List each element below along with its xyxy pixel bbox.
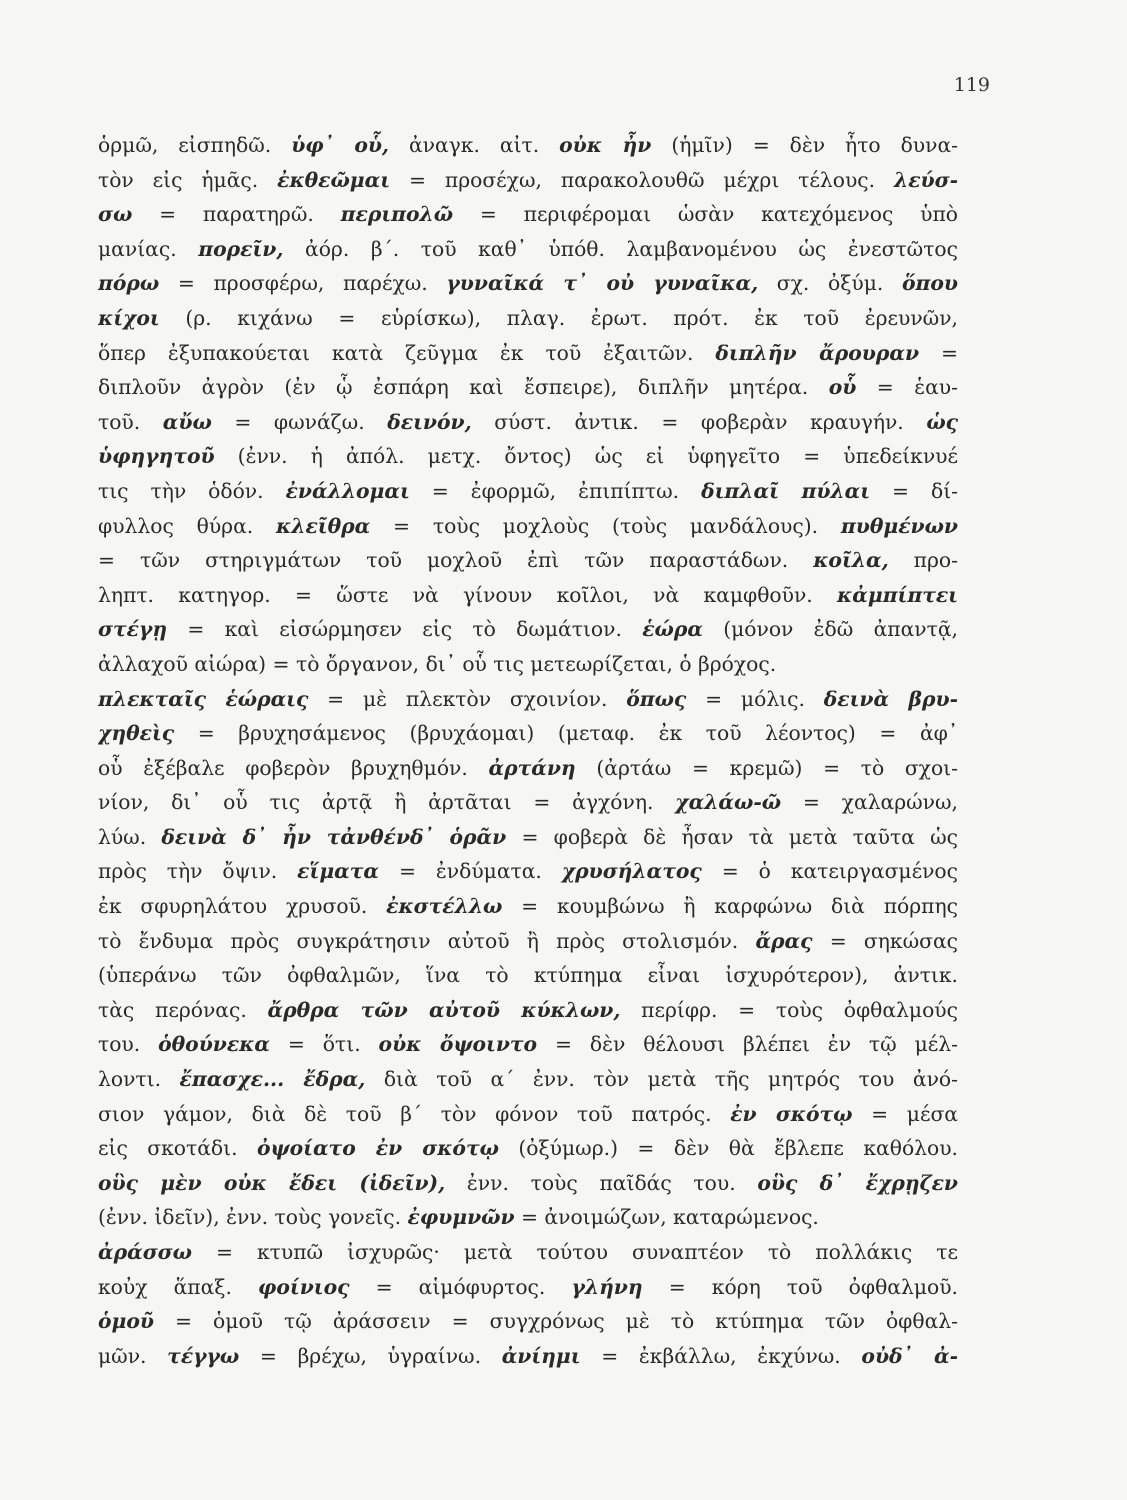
lemma-term: περιπολῶ [340,202,454,227]
gloss-text: ἀναγκ. αἰτ. [389,133,560,157]
text-line [98,1270,958,1305]
gloss-text: = ὁμοῦ τῷ ἀράσσειν = συγχρόνως μὲ τὸ κτύπημα τῶν ὀφθαλ- [153,1309,958,1334]
text-line [98,1027,958,1062]
lemma-term: χρυσήλατος [561,859,702,884]
lemma-term: λεύσ- [894,167,958,192]
lemma-term: ἔπασχε... ἔδρα, [179,1067,366,1092]
lemma-term: ἀνίημι [501,1343,581,1368]
gloss-text: (ἐνν. ἡ ἀπόλ. μετχ. ὄντος) ὡς εἰ ὑφηγεῖτο = ὑπεδείκνυέ [214,444,958,469]
gloss-text: ἐκ σφυρηλάτου χρυσοῦ. [98,894,387,919]
gloss-text: = βρέχω, ὑγραίνω. [239,1343,502,1368]
lemma-term: δεινόν, [387,409,472,434]
text-line [98,266,958,301]
gloss-text: (μόνον ἐδῶ ἀπαντᾷ, [702,617,958,642]
gloss-text: = κουμβώνω ἢ καρφώνω διὰ πόρπης [502,894,958,919]
lemma-term: κίχοι [98,305,160,330]
lemma-term: αὔω [162,409,212,434]
gloss-text: διὰ τοῦ α΄ ἐνν. τὸν μετὰ τῆς μητρός του ἀνό- [365,1067,958,1092]
lemma-term: χαλάω-ῶ [675,790,782,815]
gloss-text: τὸν εἰς ἡμᾶς. [98,167,278,192]
gloss-text: = σηκώσας [812,928,958,953]
text-line [98,1304,958,1339]
gloss-text: (ρ. κιχάνω = εὑρίσκω), πλαγ. ἐρωτ. πρότ. ἐκ τοῦ ἐρευνῶν, [159,305,958,330]
text-line [98,854,958,889]
lemma-term: ὑφηγητοῦ [98,444,215,469]
lemma-term: σω [98,202,133,227]
text-line [98,1235,958,1270]
lemma-term: ὅπως [626,686,687,711]
gloss-text: ὅπερ ἐξυπακούεται κατὰ ζεῦγμα ἐκ τοῦ ἐξαιτῶν. [98,340,716,365]
text-line [98,439,958,474]
text-line [98,785,958,820]
gloss-text: (ὀξύμωρ.) = δὲν θὰ ἔβλεπε καθόλου. [498,1136,958,1161]
text-line [98,716,958,751]
lemma-term: γυναῖκά τ᾽ οὐ γυναῖκα, [446,271,759,296]
gloss-text: = τῶν στηριγμάτων τοῦ μοχλοῦ ἐπὶ τῶν παραστάδων. [98,548,814,573]
lemma-term: πόρω [98,271,160,296]
lemma-term: δεινὰ δ᾽ ἦν τἀνθένδ᾽ ὁρᾶν [161,824,507,849]
lemma-term: πυθμένων [840,513,958,538]
gloss-text: πρὸς τὴν ὄψιν. [98,859,298,884]
gloss-text: νίον, δι᾽ οὗ τις ἀρτᾷ ἢ ἀρτᾶται = ἀγχόνη. [98,790,676,815]
text-line [98,474,958,509]
gloss-text: προ- [888,548,958,573]
gloss-text: = ἐκβάλλω, ἐκχύνω. [580,1343,862,1368]
gloss-text: = ὅτι. [270,1032,379,1057]
gloss-text: τὰς περόνας. [98,997,268,1022]
lemma-term: οὓς δ᾽ ἔχρῃζεν [757,1170,958,1195]
lemma-term: ὑφ᾽ οὗ, [291,133,389,157]
gloss-text: μανίας. [98,236,199,261]
gloss-text: = μέσα [852,1101,958,1126]
text-line [98,163,958,198]
gloss-text: μῶν. [98,1343,168,1368]
text-line [98,889,958,924]
text-line [98,128,958,163]
gloss-text: = μόλις. [686,686,824,711]
gloss-text: (ἐνν. ἰδεῖν), ἐνν. τοὺς γονεῖς. [98,1205,408,1230]
gloss-text: = βρυχησάμενος (βρυχάομαι) (μεταφ. ἐκ τοῦ λέοντος) = ἀφ᾽ [174,721,958,746]
text-line [98,612,958,647]
gloss-text: σύστ. ἀντικ. = φοβερὰν κραυγήν. [471,409,927,434]
gloss-text: λοντι. [98,1067,180,1092]
lemma-term: οὐκ ὄψοιντο [378,1032,538,1057]
gloss-text: διπλοῦν ἀγρὸν (ἐν ᾧ ἐσπάρη καὶ ἔσπειρε), διπλῆν μητέρα. [98,375,829,400]
lemma-term: πλεκταῖς ἑώραις [98,686,309,711]
gloss-text: εἰς σκοτάδι. [98,1136,257,1161]
gloss-text: ληπτ. κατηγορ. = ὥστε νὰ γίνουν κοῖλοι, νὰ καμφθοῦν. [98,582,838,607]
text-line [98,1097,958,1132]
lemma-term: ὡς [926,409,958,434]
gloss-text: περίφρ. = τοὺς ὀφθαλμούς [620,997,958,1022]
lemma-term: φοίνιος [258,1274,350,1299]
lemma-term: ἀράσσω [98,1240,192,1264]
gloss-text: οὗ ἐξέβαλε φοβερὸν βρυχηθμόν. [98,755,489,780]
gloss-text: = φωνάζω. [211,409,388,434]
gloss-text: = δὲν θέλουσι βλέπει ἐν τῷ μέλ- [537,1032,958,1057]
gloss-text: (ὑπεράνω τῶν ὀφθαλμῶν, ἵνα τὸ κτύπημα εἶναι ἰσχυρότερον), ἀντικ. [98,963,958,988]
gloss-text: σιον γάμον, διὰ δὲ τοῦ β΄ τὸν φόνον τοῦ πατρός. [98,1101,731,1126]
lemma-term: κλεῖθρα [276,513,371,538]
lemma-term: ὁθούνεκα [158,1032,270,1057]
gloss-text: = τοὺς μοχλοὺς (τοὺς μανδάλους). [370,513,841,538]
gloss-text: = προσφέρω, παρέχω. [159,271,447,296]
lemma-term: ἑώρα [642,617,703,642]
gloss-text: = κόρη τοῦ ὀφθαλμοῦ. [642,1274,958,1299]
lemma-term: ὀψοίατο ἐν σκότῳ [256,1136,499,1161]
text-line [98,197,958,232]
gloss-text: κοὐχ ἅπαξ. [98,1274,259,1299]
gloss-text: ἀλλαχοῦ αἰώρα) = τὸ ὄργανον, δι᾽ οὗ τις μετεωρίζεται, ὁ βρόχος. [98,651,777,676]
text-line [98,958,958,993]
gloss-text: σχ. ὀξύμ. [758,271,903,296]
gloss-text: τοῦ. [98,409,163,434]
lemma-term: ἄρας [755,928,813,953]
lemma-term: ἐφυμνῶν [407,1205,515,1230]
lemma-term: κοῖλα, [813,548,889,573]
gloss-text: = μὲ πλεκτὸν σχοινίον. [308,686,627,711]
gloss-text: = περιφέρομαι ὡσὰν κατεχόμενος ὑπὸ [453,202,958,227]
gloss-text: = ἀνοιμώζων, καταρώμενος. [514,1205,819,1230]
text-line [98,543,958,578]
lemma-term: οὗ [828,375,857,400]
text-line [98,405,958,440]
gloss-text: τις τὴν ὁδόν. [98,478,286,503]
gloss-text: (ἡμῖν) = δὲν ἦτο δυνα- [651,133,958,157]
gloss-text: = φοβερὰ δὲ ἦσαν τὰ μετὰ ταῦτα ὡς [506,824,958,849]
text-line [98,993,958,1028]
text-line [98,1131,958,1166]
gloss-text: = κτυπῶ ἰσχυρῶς· μετὰ τούτου συναπτέον τὸ πολλάκις τε [191,1240,958,1264]
lemma-term: διπλῆν ἄρουραν [715,340,920,365]
glossary-text [98,128,958,1373]
gloss-text: = χαλαρώνω, [781,790,958,815]
lemma-term: διπλαῖ πύλαι [701,478,871,503]
text-line [98,509,958,544]
text-line [98,370,958,405]
gloss-text: = προσέχω, παρακολουθῶ μέχρι τέλους. [390,167,894,192]
text-line [98,1339,958,1374]
gloss-text: = ἐνδύματα. [379,859,562,884]
lemma-term: στέγῃ [98,617,168,642]
lemma-term: ἐνάλλομαι [285,478,410,503]
gloss-text: = [919,340,958,365]
lemma-term: κἀμπίπτει [837,582,958,607]
lemma-term: ὁμοῦ [98,1309,154,1334]
lemma-term: ὅπου [902,271,958,296]
text-line [98,301,958,336]
lemma-term: ἀρτάνη [488,755,576,780]
gloss-text: του. [98,1032,159,1057]
lemma-term: οὐκ ἦν [559,133,652,157]
text-line [98,924,958,959]
gloss-text: = ἐφορμῶ, ἐπιπίπτω. [409,478,702,503]
gloss-text: = ὁ κατειργασμένος [701,859,958,884]
page-number: 119 [953,74,990,96]
lemma-term: δεινὰ βρυ- [823,686,958,711]
lemma-term: τέγγω [167,1343,240,1368]
text-line [98,1200,958,1235]
text-line [98,336,958,371]
lemma-term: ἐν σκότῳ [730,1101,853,1126]
text-line [98,578,958,613]
gloss-text: ὁρμῶ, εἰσπηδῶ. [98,133,292,157]
gloss-text: = καὶ εἰσώρμησεν εἰς τὸ δωμάτιον. [167,617,643,642]
gloss-text: φυλλος θύρα. [98,513,277,538]
gloss-text: = αἱμόφυρτος. [349,1274,572,1299]
gloss-text: λύω. [98,824,162,849]
text-line [98,820,958,855]
gloss-text: (ἀρτάω = κρεμῶ) = τὸ σχοι- [575,755,958,780]
text-line [98,1062,958,1097]
lemma-term: πορεῖν, [198,236,284,261]
text-line [98,751,958,786]
gloss-text: τὸ ἔνδυμα πρὸς συγκράτησιν αὐτοῦ ἢ πρὸς στολισμόν. [98,928,756,953]
lemma-term: ἄρθρα τῶν αὐτοῦ κύκλων, [267,997,621,1022]
lemma-term: οὓς μὲν οὐκ ἔδει (ἰδεῖν), [98,1170,446,1195]
text-line [98,647,958,682]
gloss-text: ἐνν. τοὺς παῖδάς του. [445,1170,758,1195]
gloss-text: = ἑαυ- [856,375,958,400]
lemma-term: ἐκθεῶμαι [277,167,391,192]
text-line [98,232,958,267]
lemma-term: γλήνη [571,1274,643,1299]
text-line [98,1166,958,1201]
gloss-text: ἀόρ. β΄. τοῦ καθ᾽ ὑπόθ. λαμβανομένου ὡς ἐνεστῶτος [283,236,958,261]
lemma-term: οὐδ᾽ ἀ- [861,1343,958,1368]
lemma-term: εἵματα [297,859,380,884]
lemma-term: ἐκστέλλω [386,894,503,919]
gloss-text: = δί- [870,478,958,503]
lemma-term: χηθεὶς [98,721,175,746]
gloss-text: = παρατηρῶ. [132,202,341,227]
text-line [98,682,958,717]
